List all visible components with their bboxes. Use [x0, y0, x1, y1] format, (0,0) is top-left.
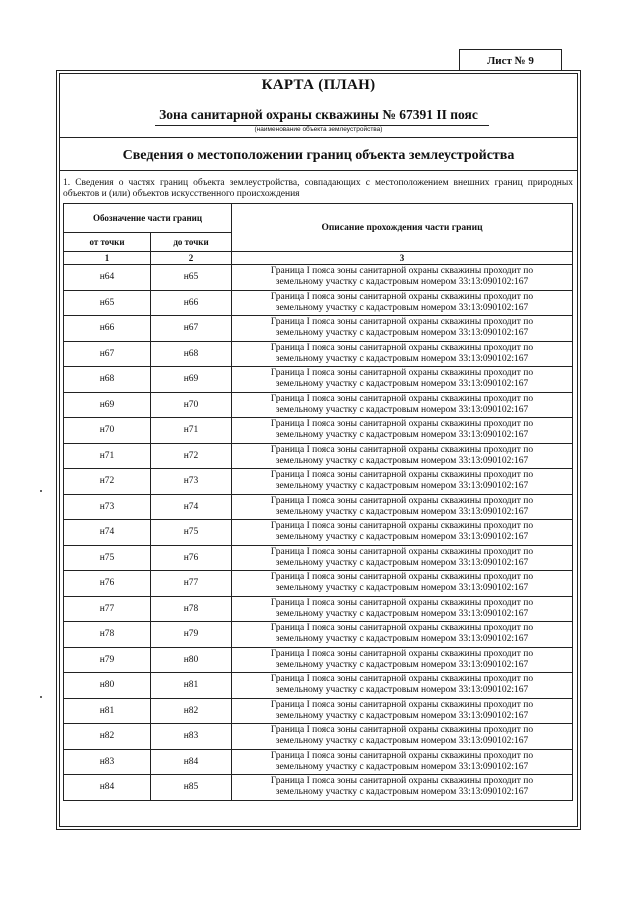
to-point: н70 — [151, 392, 232, 418]
description-line: земельному участку с кадастровым номером 33:13:090102:167 — [275, 506, 529, 517]
column-number-3: 3 — [232, 252, 573, 265]
description-line: земельному участку с кадастровым номером 33:13:090102:167 — [275, 583, 529, 594]
from-point: н73 — [64, 494, 151, 520]
to-point: н85 — [151, 775, 232, 801]
boundary-description — [232, 571, 573, 597]
boundary-description — [232, 749, 573, 775]
description-line: Граница I пояса зоны санитарной охраны скважины проходит по — [270, 266, 534, 277]
zone-caption: (наименование объекта землеустройства) — [254, 126, 383, 133]
from-point: н80 — [64, 673, 151, 699]
from-point: н68 — [64, 367, 151, 393]
table-row — [64, 265, 573, 291]
from-point: н70 — [64, 418, 151, 444]
to-point: н79 — [151, 622, 232, 648]
description-line: Граница I пояса зоны санитарной охраны скважины проходит по — [270, 291, 534, 302]
description-line: Граница I пояса зоны санитарной охраны скважины проходит по — [270, 776, 534, 787]
zone-title: Зона санитарной охраны скважины № 67391 II пояс — [159, 107, 478, 122]
boundary-description — [232, 673, 573, 699]
table-row — [64, 520, 573, 546]
description-line: Граница I пояса зоны санитарной охраны скважины проходит по — [270, 521, 534, 532]
description-line: земельному участку с кадастровым номером 33:13:090102:167 — [275, 404, 529, 415]
sheet-number: Лист № 9 — [459, 49, 562, 71]
from-point: н79 — [64, 647, 151, 673]
description-line: земельному участку с кадастровым номером 33:13:090102:167 — [275, 328, 529, 339]
to-point: н77 — [151, 571, 232, 597]
boundary-description — [232, 622, 573, 648]
description-line: земельному участку с кадастровым номером 33:13:090102:167 — [275, 557, 529, 568]
table-row — [64, 392, 573, 418]
to-point: н65 — [151, 265, 232, 291]
description-line: земельному участку с кадастровым номером 33:13:090102:167 — [275, 302, 529, 313]
table-row — [64, 290, 573, 316]
to-point: н76 — [151, 545, 232, 571]
description-line: Граница I пояса зоны санитарной охраны скважины проходит по — [270, 342, 534, 353]
to-point: н72 — [151, 443, 232, 469]
from-point: н75 — [64, 545, 151, 571]
to-point: н75 — [151, 520, 232, 546]
description-line: земельному участку с кадастровым номером 33:13:090102:167 — [275, 379, 529, 390]
boundary-table — [63, 203, 573, 801]
scan-speck — [40, 490, 42, 492]
to-point: н71 — [151, 418, 232, 444]
description-line: Граница I пояса зоны санитарной охраны скважины проходит по — [270, 419, 534, 430]
boundary-description — [232, 290, 573, 316]
description-line: земельному участку с кадастровым номером 33:13:090102:167 — [275, 659, 529, 670]
description-line: Граница I пояса зоны санитарной охраны скважины проходит по — [270, 317, 534, 328]
description-line: Граница I пояса зоны санитарной охраны скважины проходит по — [270, 648, 534, 659]
from-point: н81 — [64, 698, 151, 724]
boundary-description — [232, 367, 573, 393]
description-line: земельному участку с кадастровым номером 33:13:090102:167 — [275, 277, 529, 288]
from-point: н77 — [64, 596, 151, 622]
from-point: н66 — [64, 316, 151, 342]
from-point: н83 — [64, 749, 151, 775]
boundary-description — [232, 775, 573, 801]
table-row — [64, 418, 573, 444]
table-row — [64, 698, 573, 724]
from-point: н69 — [64, 392, 151, 418]
table-row — [64, 647, 573, 673]
table-row — [64, 724, 573, 750]
boundary-description — [232, 596, 573, 622]
to-point: н67 — [151, 316, 232, 342]
from-point: н84 — [64, 775, 151, 801]
boundary-description — [232, 265, 573, 291]
table-row — [64, 443, 573, 469]
to-point: н68 — [151, 341, 232, 367]
boundary-description — [232, 341, 573, 367]
from-point: н78 — [64, 622, 151, 648]
from-point: н67 — [64, 341, 151, 367]
description-line: Граница I пояса зоны санитарной охраны скважины проходит по — [270, 750, 534, 761]
description-line: земельному участку с кадастровым номером 33:13:090102:167 — [275, 761, 529, 772]
table-row — [64, 367, 573, 393]
column-number-1: 1 — [64, 252, 151, 265]
description-line: Граница I пояса зоны санитарной охраны скважины проходит по — [270, 444, 534, 455]
table-row — [64, 469, 573, 495]
from-point: н65 — [64, 290, 151, 316]
boundary-description — [232, 520, 573, 546]
boundary-description — [232, 392, 573, 418]
to-point: н84 — [151, 749, 232, 775]
description-line: земельному участку с кадастровым номером 33:13:090102:167 — [275, 710, 529, 721]
map-title: КАРТА (ПЛАН) — [261, 77, 376, 93]
to-point: н83 — [151, 724, 232, 750]
to-point: н69 — [151, 367, 232, 393]
to-point: н73 — [151, 469, 232, 495]
description-line: земельному участку с кадастровым номером 33:13:090102:167 — [275, 634, 529, 645]
header-to-point: до точки — [151, 233, 232, 252]
description-line: земельному участку с кадастровым номером 33:13:090102:167 — [275, 787, 529, 798]
table-row — [64, 622, 573, 648]
table-row — [64, 494, 573, 520]
description-line: земельному участку с кадастровым номером 33:13:090102:167 — [275, 430, 529, 441]
from-point: н72 — [64, 469, 151, 495]
description-line: Граница I пояса зоны санитарной охраны скважины проходит по — [270, 546, 534, 557]
boundary-description — [232, 494, 573, 520]
table-row — [64, 316, 573, 342]
to-point: н74 — [151, 494, 232, 520]
from-point: н76 — [64, 571, 151, 597]
description-line: земельному участку с кадастровым номером 33:13:090102:167 — [275, 736, 529, 747]
table-row — [64, 571, 573, 597]
description-line: земельному участку с кадастровым номером 33:13:090102:167 — [275, 353, 529, 364]
table-row — [64, 775, 573, 801]
table-row — [64, 596, 573, 622]
boundary-description — [232, 469, 573, 495]
description-line: Граница I пояса зоны санитарной охраны скважины проходит по — [270, 393, 534, 404]
from-point: н71 — [64, 443, 151, 469]
description-line: земельному участку с кадастровым номером 33:13:090102:167 — [275, 608, 529, 619]
description-line: Граница I пояса зоны санитарной охраны скважины проходит по — [270, 597, 534, 608]
from-point: н82 — [64, 724, 151, 750]
description-line: земельному участку с кадастровым номером 33:13:090102:167 — [275, 685, 529, 696]
description-line: земельному участку с кадастровым номером 33:13:090102:167 — [275, 455, 529, 466]
description-line: Граница I пояса зоны санитарной охраны скважины проходит по — [270, 470, 534, 481]
boundary-description — [232, 647, 573, 673]
description-line: Граница I пояса зоны санитарной охраны скважины проходит по — [270, 725, 534, 736]
table-row — [64, 341, 573, 367]
table-row — [64, 673, 573, 699]
boundary-description — [232, 316, 573, 342]
description-line: Граница I пояса зоны санитарной охраны скважины проходит по — [270, 674, 534, 685]
boundary-description — [232, 724, 573, 750]
to-point: н80 — [151, 647, 232, 673]
table-row — [64, 545, 573, 571]
to-point: н82 — [151, 698, 232, 724]
from-point: н64 — [64, 265, 151, 291]
table-body — [64, 265, 573, 801]
title-block — [59, 73, 578, 138]
description-line: Граница I пояса зоны санитарной охраны скважины проходит по — [270, 699, 534, 710]
column-number-2: 2 — [151, 252, 232, 265]
to-point: н78 — [151, 596, 232, 622]
to-point: н66 — [151, 290, 232, 316]
boundary-description — [232, 545, 573, 571]
section-note: 1. Сведения о частях границ объекта землеустройства, совпадающих с местоположением внешних границ природных объектов и (или) объектов искусственного происхождения — [63, 178, 573, 199]
description-line: земельному участку с кадастровым номером 33:13:090102:167 — [275, 481, 529, 492]
header-description: Описание прохождения части границ — [232, 204, 573, 252]
from-point: н74 — [64, 520, 151, 546]
header-from-point: от точки — [64, 233, 151, 252]
boundary-description — [232, 443, 573, 469]
description-line: Граница I пояса зоны санитарной охраны скважины проходит по — [270, 623, 534, 634]
description-line: Граница I пояса зоны санитарной охраны скважины проходит по — [270, 368, 534, 379]
header-boundary-designation: Обозначение части границ — [64, 204, 232, 233]
description-line: Граница I пояса зоны санитарной охраны скважины проходит по — [270, 572, 534, 583]
boundary-description — [232, 418, 573, 444]
to-point: н81 — [151, 673, 232, 699]
section-title: Сведения о местоположении границ объекта землеустройства — [59, 140, 578, 171]
boundary-description — [232, 698, 573, 724]
scan-speck — [40, 696, 42, 698]
description-line: земельному участку с кадастровым номером 33:13:090102:167 — [275, 532, 529, 543]
table-row — [64, 749, 573, 775]
description-line: Граница I пояса зоны санитарной охраны скважины проходит по — [270, 495, 534, 506]
